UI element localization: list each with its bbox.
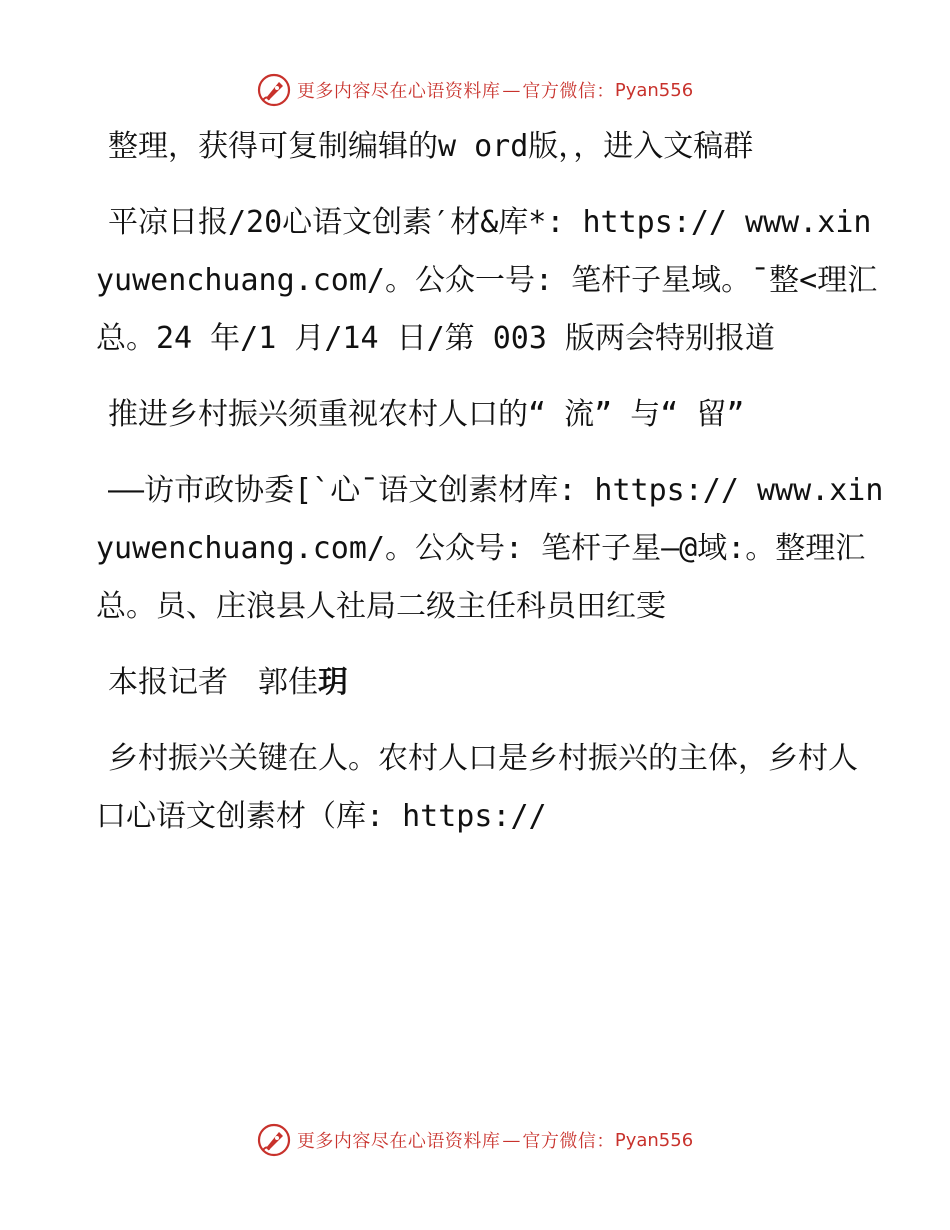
document-body xyxy=(96,118,886,864)
footer-banner xyxy=(0,1120,950,1160)
banner-dash: — xyxy=(502,79,521,101)
paragraph-lead: 乡村振兴关键在人。农村人口是乡村振兴的主体，乡村人口心语文创素材（库: https:// xyxy=(96,741,858,834)
banner-official-label: 官方微信： xyxy=(522,81,615,102)
article-title: 推进乡村振兴须重视农村人口的“ 流” 与“ 留” xyxy=(108,397,745,432)
banner-wechat-id: Pyan556 xyxy=(614,79,694,101)
article-subtitle: ——访市政协委[`心¯语文创素材库: https:// www.xinyuwenchuang.com/。公众号: 笔杆子星—@域:。整理汇总。员、庄浪县人社局二级主任科员田红雯 xyxy=(96,473,884,624)
header-banner xyxy=(0,70,950,110)
banner-text: 更多内容尽在心语资料库 xyxy=(296,81,501,102)
banner-official-label: 官方微信： xyxy=(522,1131,615,1152)
banner-wechat-id: Pyan556 xyxy=(614,1129,694,1151)
byline-prefix: 本报记者 郭佳 xyxy=(108,665,318,700)
banner-text: 更多内容尽在心语资料库 xyxy=(296,1131,501,1152)
byline xyxy=(96,654,886,712)
paragraph-intro: 整理，获得可复制编辑的w ord版，，进入文稿群 xyxy=(108,129,754,164)
pen-nib-logo-icon xyxy=(257,1123,291,1157)
pen-nib-logo-icon xyxy=(257,73,291,107)
paragraph-source: 平凉日报/20心语文创素′材&库*: https:// www.xinyuwenchuang.com/。公众一号: 笔杆子星域。¯整<理汇总。24 年/1 月/14 日/第 003 版两会特别报道 xyxy=(96,205,878,356)
banner-dash: — xyxy=(502,1129,521,1151)
byline-name-end: 玥 xyxy=(318,665,348,700)
